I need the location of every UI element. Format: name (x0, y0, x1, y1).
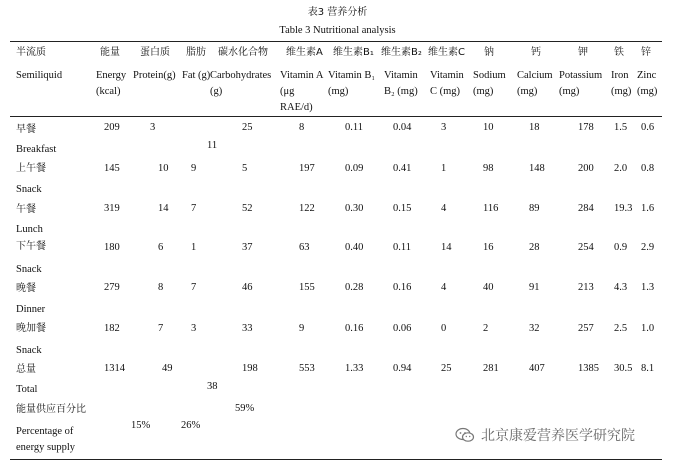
row-label-en: Dinner (16, 304, 46, 315)
table-cell: 10 (158, 163, 169, 174)
table-caption-cn: 表3 营养分析 (307, 7, 368, 18)
header-en-4-0: Carbohydrates (210, 70, 272, 81)
header-cn-1: 能量 (100, 47, 120, 58)
table-cell: 0.28 (345, 282, 364, 293)
header-cn-8: 维生素C (428, 47, 465, 58)
table-cell: 209 (104, 122, 120, 133)
table-cell: 254 (578, 242, 594, 253)
table-cell: 7 (158, 323, 164, 334)
table-cell: 279 (104, 282, 120, 293)
table-cell: 213 (578, 282, 594, 293)
table-cell: 2.0 (614, 163, 628, 174)
table-cell: 0.15 (393, 203, 412, 214)
row-label-cn: 下午餐 (16, 241, 46, 252)
table-cell: 1.0 (641, 323, 655, 334)
table-cell: 19.3 (614, 203, 633, 214)
row-label-cn: 晚加餐 (16, 323, 46, 334)
table-cell: 18 (529, 122, 540, 133)
table-cell: 407 (529, 363, 545, 374)
header-en-9-1: (mg) (473, 86, 494, 97)
table-cell: 46 (242, 282, 253, 293)
header-en-13-1: (mg) (637, 86, 658, 97)
supply-label-en-2: energy supply (16, 442, 76, 453)
header-en-13-0: Zinc (637, 70, 657, 81)
header-en-0-0: Semiliquid (16, 70, 63, 81)
table-cell: 0.16 (345, 323, 364, 334)
header-en-10-0: Calcium (517, 70, 553, 81)
table-cell: 284 (578, 203, 594, 214)
table-cell: 32 (529, 323, 540, 334)
header-en-1-0: Energy (96, 70, 127, 81)
table-cell: 1.33 (345, 363, 364, 374)
header-en-5-0: Vitamin A (280, 70, 324, 81)
header-en-7-0: Vitamin (384, 70, 418, 81)
table-cell: 40 (483, 282, 494, 293)
table-cell: 98 (483, 163, 494, 174)
header-cn-7: 维生素B₂ (381, 47, 422, 58)
table-cell: 0.11 (393, 242, 411, 253)
watermark-text: 北京康爱营养医学研究院 (481, 428, 635, 444)
row-label-cn: 上午餐 (16, 163, 46, 174)
table-cell: 8 (158, 282, 164, 293)
supply-fat: 26% (181, 420, 201, 431)
table-cell: 49 (162, 363, 173, 374)
table-cell: 198 (242, 363, 258, 374)
header-en-12-0: Iron (611, 70, 629, 81)
table-cell: 30.5 (614, 363, 633, 374)
table-cell: 0 (441, 323, 447, 334)
table-cell: 7 (191, 203, 197, 214)
header-en-9-0: Sodium (473, 70, 506, 81)
header-en-8-0: Vitamin (430, 70, 464, 81)
table-cell: 63 (299, 242, 310, 253)
header-cn-3: 脂肪 (186, 47, 206, 58)
header-cn-12: 铁 (614, 47, 624, 58)
table-cell: 28 (529, 242, 540, 253)
table-cell: 281 (483, 363, 499, 374)
watermark (455, 425, 635, 445)
table-cell: 9 (191, 163, 197, 174)
table-cell: 4 (441, 203, 447, 214)
table-cell: 4 (441, 282, 447, 293)
header-en-7-1: B₂ (mg) (384, 86, 418, 97)
table-cell: 33 (242, 323, 253, 334)
table-cell: 2.5 (614, 323, 628, 334)
header-en-6-1: (mg) (328, 86, 349, 97)
table-cell: 14 (441, 242, 452, 253)
row-label-cn: 晚餐 (16, 283, 36, 294)
table-cell: 14 (158, 203, 169, 214)
table-cell: 182 (104, 323, 120, 334)
table-cell: 7 (191, 282, 197, 293)
table-cell: 89 (529, 203, 540, 214)
row-label-en: Snack (16, 264, 42, 275)
table-cell: 553 (299, 363, 315, 374)
table-cell: 8 (299, 122, 305, 133)
table-caption-en: Table 3 Nutritional analysis (279, 25, 396, 36)
supply-label-cn: 能量供应百分比 (16, 404, 86, 415)
table-cell: 1 (191, 242, 197, 253)
table-bottom-rule (10, 459, 662, 460)
supply-label-en-1: Percentage of (16, 426, 74, 437)
table-cell: 155 (299, 282, 315, 293)
table-top-rule (10, 41, 662, 42)
table-cell: 178 (578, 122, 594, 133)
table-cell: 1385 (578, 363, 599, 374)
table-cell: 145 (104, 163, 120, 174)
table-cell: 9 (299, 323, 305, 334)
table-cell: 4.3 (614, 282, 628, 293)
table-cell: 37 (242, 242, 253, 253)
table-cell: 0.40 (345, 242, 364, 253)
table-cell: 0.41 (393, 163, 412, 174)
header-cn-13: 锌 (641, 47, 651, 58)
header-cn-2: 蛋白质 (140, 47, 170, 58)
header-cn-4: 碳水化合物 (218, 47, 268, 58)
table-cell: 1 (441, 163, 447, 174)
table-cell: 1.5 (614, 122, 628, 133)
table-cell: 3 (191, 323, 197, 334)
header-en-8-1: C (mg) (430, 86, 461, 97)
table-cell: 25 (441, 363, 452, 374)
table-cell: 0.6 (641, 122, 655, 133)
supply-carbohydrates: 59% (235, 403, 255, 414)
header-cn-5: 维生素A (286, 47, 323, 58)
table-cell: 10 (483, 122, 494, 133)
table-cell: 0.9 (614, 242, 628, 253)
table-cell: 3 (150, 122, 156, 133)
header-cn-0: 半流质 (16, 47, 46, 58)
table-cell: 2.9 (641, 242, 655, 253)
table-cell: 148 (529, 163, 545, 174)
row-label-en: Total (16, 384, 38, 395)
table-cell: 0.30 (345, 203, 364, 214)
header-en-11-0: Potassium (559, 70, 603, 81)
table-header-rule (10, 116, 662, 117)
header-en-4-1: (g) (210, 86, 223, 97)
header-en-2-0: Protein(g) (133, 70, 176, 81)
header-en-3-0: Fat (g) (182, 70, 211, 81)
header-en-6-0: Vitamin B₁ (328, 70, 376, 81)
table-cell: 25 (242, 122, 253, 133)
table-cell: 1.6 (641, 203, 655, 214)
row-label-en: Lunch (16, 224, 43, 235)
table-cell: 0.8 (641, 163, 655, 174)
table-cell: 0.11 (345, 122, 363, 133)
header-cn-11: 钾 (578, 47, 588, 58)
table-cell: 2 (483, 323, 489, 334)
header-en-10-1: (mg) (517, 86, 538, 97)
table-cell: 197 (299, 163, 315, 174)
table-cell: 8.1 (641, 363, 655, 374)
table-cell: 6 (158, 242, 164, 253)
header-en-1-1: (kcal) (96, 86, 121, 97)
table-cell: 0.94 (393, 363, 412, 374)
table-cell: 91 (529, 282, 540, 293)
row-label-cn: 午餐 (16, 204, 36, 215)
table-cell: 0.06 (393, 323, 412, 334)
row-label-cn: 总量 (16, 364, 36, 375)
table-cell: 1.3 (641, 282, 655, 293)
header-en-5-1: (μg (280, 86, 295, 97)
header-en-11-1: (mg) (559, 86, 580, 97)
header-en-5-2: RAE/d) (280, 102, 313, 113)
table-cell: 52 (242, 203, 253, 214)
table-cell: 1314 (104, 363, 125, 374)
wechat-icon (455, 427, 475, 443)
table-cell: 0.04 (393, 122, 412, 133)
table-cell: 5 (242, 163, 248, 174)
header-cn-6: 维生素B₁ (333, 47, 374, 58)
row-label-en: Snack (16, 184, 42, 195)
table-cell: 116 (483, 203, 499, 214)
table-cell: 122 (299, 203, 315, 214)
row-label-cn: 早餐 (16, 124, 36, 135)
header-cn-9: 钠 (484, 47, 494, 58)
table-cell: 200 (578, 163, 594, 174)
table-cell: 11 (207, 140, 218, 151)
table-cell: 3 (441, 122, 447, 133)
table-cell: 319 (104, 203, 120, 214)
row-label-en: Snack (16, 345, 42, 356)
table-cell: 16 (483, 242, 494, 253)
header-cn-10: 钙 (531, 47, 541, 58)
table-cell: 38 (207, 381, 218, 392)
table-cell: 180 (104, 242, 120, 253)
table-cell: 0.16 (393, 282, 412, 293)
row-label-en: Breakfast (16, 144, 57, 155)
supply-protein: 15% (131, 420, 151, 431)
table-cell: 0.09 (345, 163, 364, 174)
table-cell: 257 (578, 323, 594, 334)
header-en-12-1: (mg) (611, 86, 632, 97)
